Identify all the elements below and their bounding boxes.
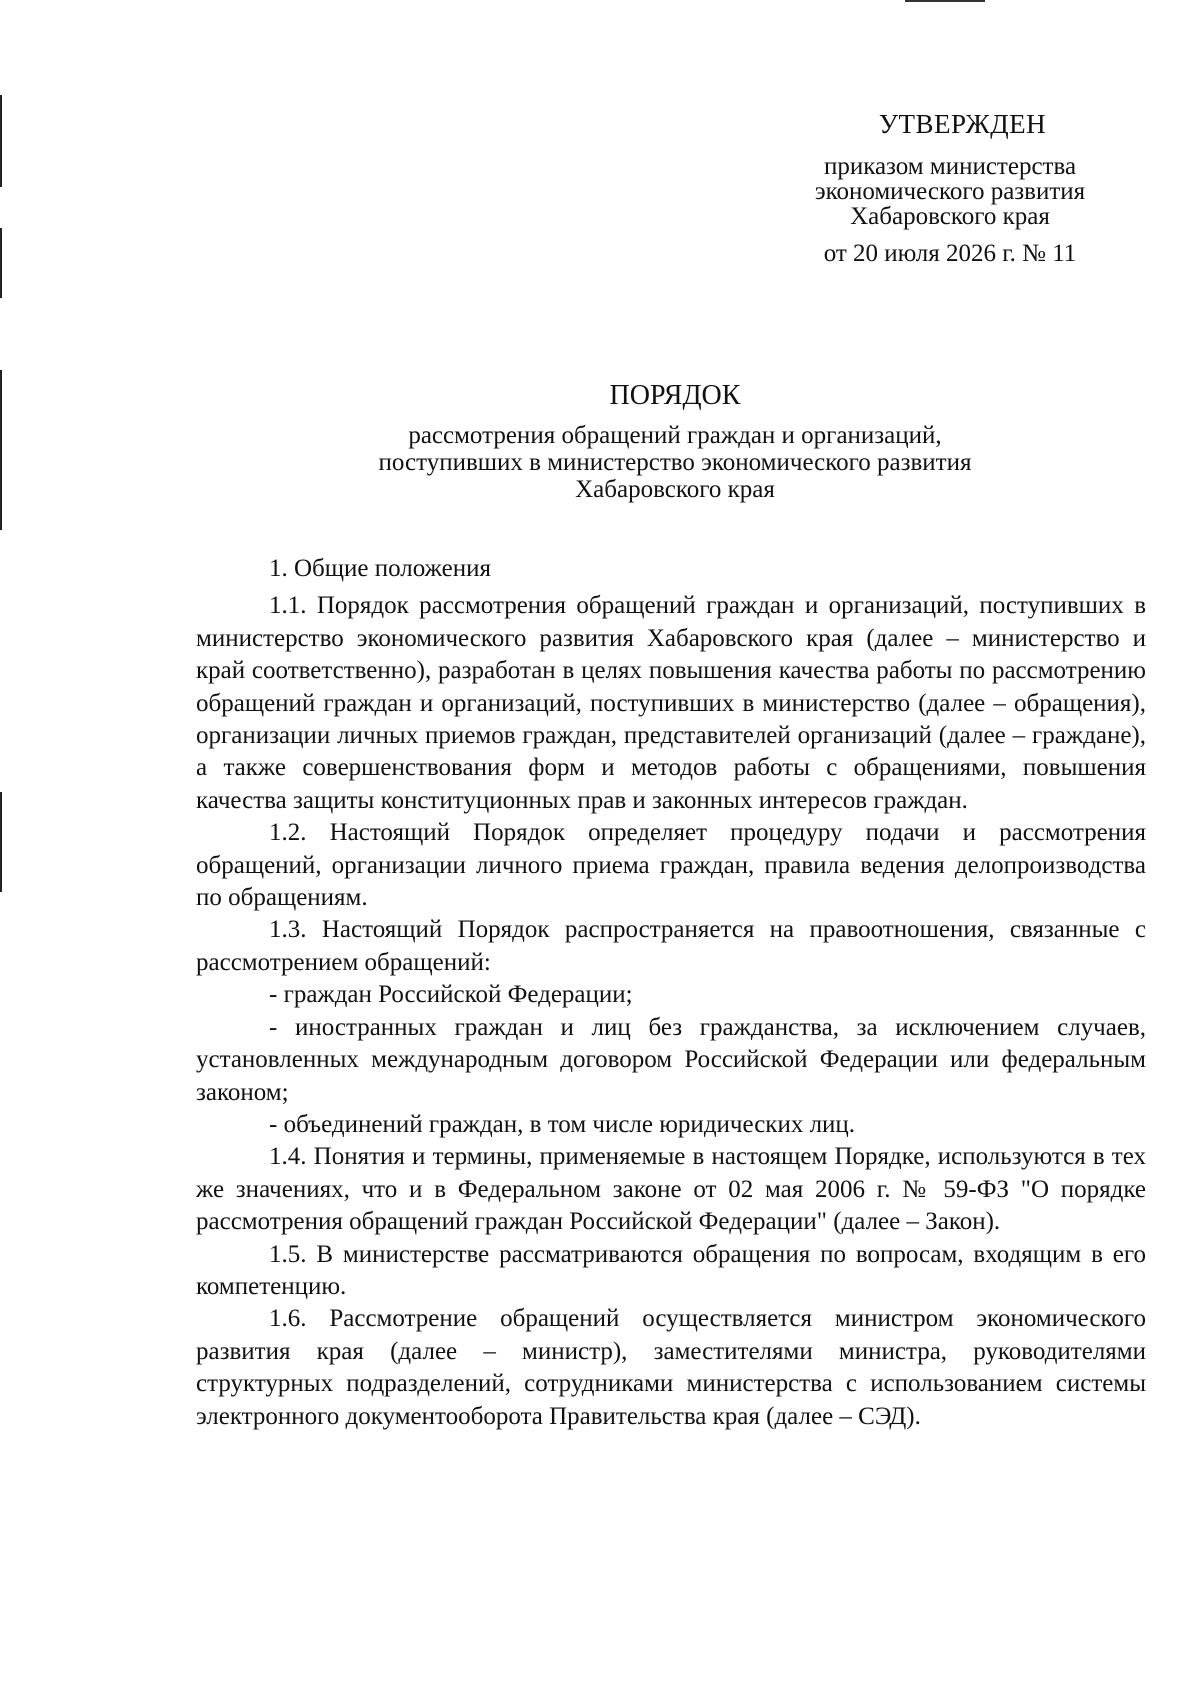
- approval-line-2: экономического развития: [814, 178, 1086, 205]
- approval-line-1: приказом министерства: [823, 153, 1077, 180]
- list-item: - граждан Российской Федерации;: [269, 981, 633, 1009]
- approval-block: [770, 108, 1130, 269]
- document-subtitle-line-3: Хабаровского края: [575, 476, 775, 503]
- approval-title: УТВЕРЖДЕН: [878, 109, 1047, 139]
- paragraph-1-4: 1.4. Понятия и термины, применяемые в настоящем Порядке, используются в тех же значениях, что и в Федеральном законе от 02 мая 2006 г. № 59-ФЗ "О порядке рассмотрения обращений граждан Российской Федерации" (далее – Закон).: [196, 1143, 1146, 1236]
- paragraph-1-5: 1.5. В министерстве рассматриваются обращения по вопросам, входящим в его компетенцию.: [196, 1240, 1146, 1300]
- paragraph-1-2: 1.2. Настоящий Порядок определяет процедуру подачи и рассмотрения обращений, организации личного приема граждан, правила ведения делопроизводства по обращениям.: [196, 819, 1146, 912]
- document-subtitle: [0, 422, 1200, 503]
- document-subtitle-line-2: поступивших в министерство экономического развития: [378, 449, 972, 476]
- section-heading: 1. Общие положения: [269, 555, 491, 582]
- scan-artifact-left-2: [0, 228, 2, 298]
- approval-date: от 20 июля 2026 г. № 11: [823, 240, 1077, 267]
- scan-artifact-left-4: [0, 792, 2, 892]
- paragraph-1-3: 1.3. Настоящий Порядок распространяется на правоотношения, связанные с рассмотрением обращений:: [196, 916, 1146, 976]
- document-title: ПОРЯДОК: [609, 380, 741, 411]
- paragraph-1-1: 1.1. Порядок рассмотрения обращений граждан и организаций, поступивших в министерство экономического развития Хабаровского края (далее – министерство и край соответственно), разработан в целях повышения качества работы по рассмотрению обращений граждан и организаций, поступивших в министерство (далее – обращения), организации личных приемов граждан, представителей организаций (далее – граждане), а также совершенствования форм и методов работы с обращениями, повышения качества защиты конституционных прав и законных интересов граждан.: [196, 592, 1146, 814]
- document-subtitle-line-1: рассмотрения обращений граждан и организаций,: [408, 422, 942, 449]
- document-body: [196, 553, 1146, 1433]
- list-item: - иностранных граждан и лиц без гражданства, за исключением случаев, установленных международным договором Российской Федерации или федеральным законом;: [196, 1013, 1146, 1106]
- scan-artifact-top: [905, 0, 985, 2]
- list-item: - объединений граждан, в том числе юридических лиц.: [269, 1110, 856, 1138]
- paragraph-1-6: 1.6. Рассмотрение обращений осуществляется министром экономического развития края (далее – министр), заместителями министра, руководителями структурных подразделений, сотрудниками министерства с использованием системы электронного документооборота Правительства края (далее – СЭД).: [196, 1305, 1146, 1430]
- approval-line-3: Хабаровского края: [850, 203, 1050, 230]
- scan-artifact-left-1: [0, 95, 2, 187]
